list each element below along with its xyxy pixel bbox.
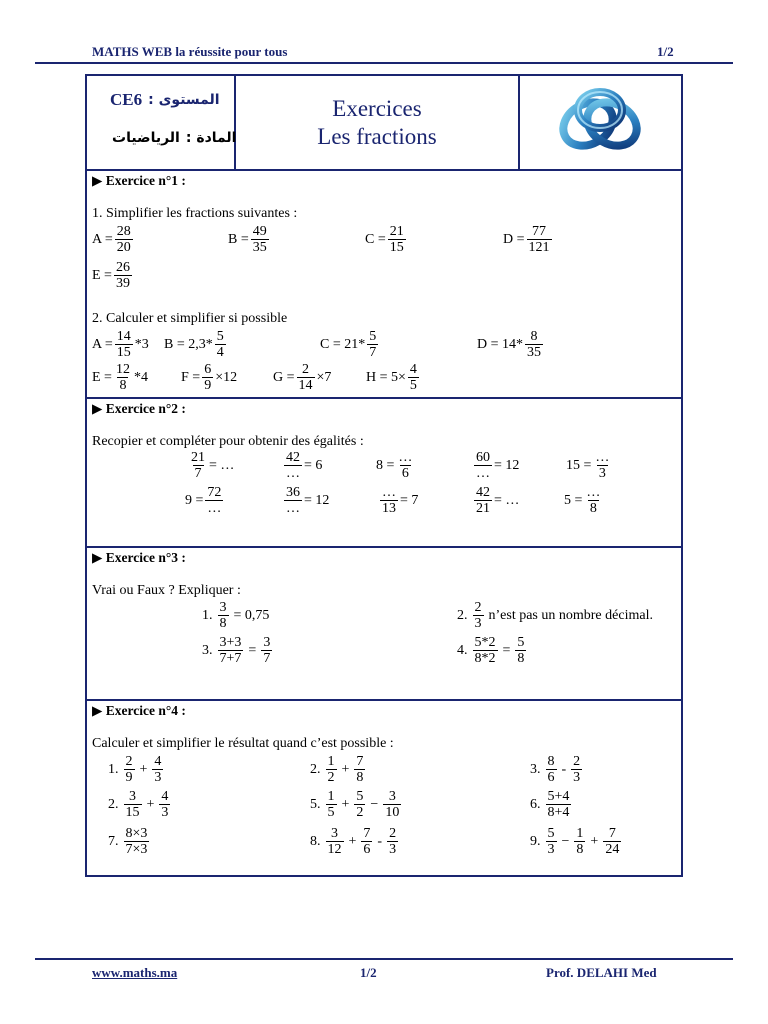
operator: − <box>561 833 570 849</box>
fraction: $\frac{4}{3}$ <box>161 789 169 820</box>
ex4-item-number: 6. <box>530 796 541 812</box>
ex3-intro: Vrai ou Faux ? Expliquer : <box>92 583 241 598</box>
ex2-r1-4: 60 … = 12 <box>476 450 520 481</box>
triangle-right-icon: ▶ <box>92 703 103 718</box>
title-line-2: Les fractions <box>317 124 437 149</box>
section-divider-4 <box>85 699 683 701</box>
ex1-calc-h: H = 5× $\frac{4}{5}$ <box>366 362 417 393</box>
section-divider-3 <box>85 546 683 548</box>
ex4-item-number: 9. <box>530 833 541 849</box>
ex1-calc-f: F = $\frac{6}{9}$ ×12 <box>181 362 238 393</box>
triangle-right-icon: ▶ <box>92 401 103 416</box>
ex4-item-number: 1. <box>108 761 119 777</box>
ex4-item-number: 8. <box>310 833 321 849</box>
fraction: $\frac{7}{24}$ <box>605 826 620 857</box>
footer-page: 1/2 <box>360 965 377 980</box>
operator: - <box>377 833 383 849</box>
ex2-r2-2: 36 … = 12 <box>286 485 330 516</box>
subject-value: الرياضيات <box>112 130 180 146</box>
ex1-calc-d: D = 14* 8 35 <box>477 329 542 360</box>
ex4-item-8 <box>310 826 400 857</box>
page-title <box>236 95 518 151</box>
header-rule <box>35 62 733 64</box>
ex3-title: ▶ Exercice n°3 : <box>92 550 186 565</box>
section-divider-1 <box>85 169 683 171</box>
fraction: $\frac{5}{2}$ <box>356 789 364 820</box>
ex4-item-5 <box>310 789 403 820</box>
operator: + <box>348 833 357 849</box>
ex2-title: ▶ Exercice n°2 : <box>92 401 186 416</box>
ex1-calc-e: E = $\frac{12}{8}$ *4 <box>92 362 148 393</box>
fraction: $\frac{1}{8}$ <box>576 826 584 857</box>
subject-line <box>112 130 236 146</box>
footer-link[interactable]: www.maths.ma <box>92 965 178 980</box>
ex4-item-number: 2. <box>310 761 321 777</box>
fraction: 5 3 <box>547 826 555 857</box>
ex4-item-number: 2. <box>108 796 119 812</box>
ex2-r2-5: 5 = … 8 <box>564 485 601 516</box>
fraction: 5+4 8+4 <box>547 789 570 820</box>
ex3-item-2: 2. 2 3 n’est pas un nombre décimal. <box>457 600 653 631</box>
operator: + <box>139 761 148 777</box>
fraction: 3 15 <box>125 789 140 820</box>
fraction: $\frac{7}{6}$ <box>363 826 371 857</box>
ex2-intro: Recopier et compléter pour obtenir des égalités : <box>92 434 364 449</box>
ex4-title: ▶ Exercice n°4 : <box>92 703 186 718</box>
fraction: 2 3 <box>389 826 397 857</box>
fraction: $\frac{3}{10}$ <box>385 789 400 820</box>
ex4-item-number: 5. <box>310 796 321 812</box>
ex2-r1-3: 8 = … 6 <box>376 450 413 481</box>
ex4-intro: Calculer et simplifier le résultat quand c’est possible : <box>92 736 394 751</box>
triangle-right-icon: ▶ <box>92 173 103 188</box>
knot-logo-icon <box>550 80 650 164</box>
ex4-item-6 <box>530 789 573 820</box>
ex2-r1-1: $\frac{21}{7}$ = … <box>191 450 235 481</box>
footer-author: Prof. DELAHI Med <box>546 965 657 980</box>
ex4-item-number: 7. <box>108 833 119 849</box>
ex2-r2-1: 9 = 72 … <box>185 485 222 516</box>
ex1-calc-g: G = $\frac{2}{14}$ ×7 <box>273 362 332 393</box>
fraction: $\frac{7}{8}$ <box>356 754 364 785</box>
level-line <box>110 90 220 110</box>
level-value: CE6 <box>110 90 143 109</box>
ex4-item-2 <box>310 754 367 785</box>
operator: - <box>561 761 567 777</box>
section-divider-2 <box>85 397 683 399</box>
operator: − <box>370 796 379 812</box>
ex2-r1-5: 15 = … 3 <box>566 450 610 481</box>
fraction: 3 12 <box>327 826 342 857</box>
ex1-item-b: B = $\frac{49}{35}$ <box>228 224 267 255</box>
fraction: 1 2 <box>327 754 335 785</box>
header-page: 1/2 <box>657 44 674 59</box>
subject-label: المادة : <box>185 130 237 146</box>
operator: + <box>146 796 155 812</box>
ex1-calc-a: A = $\frac{14}{15}$ *3 <box>92 329 149 360</box>
footer-rule <box>35 958 733 960</box>
ex1-item-d: D = $\frac{77}{121}$ <box>503 224 550 255</box>
ex4-item-9 <box>530 826 623 857</box>
ex4-item-7 <box>108 826 151 857</box>
ex2-r2-4: $\frac{42}{21}$ = … <box>476 485 520 516</box>
ex4-item-3 <box>530 754 584 785</box>
operator: + <box>590 833 599 849</box>
ex1-question-2: 2. Calculer et simplifier si possible <box>92 311 288 326</box>
ex1-item-c: C = $\frac{21}{15}$ <box>365 224 404 255</box>
ex4-item-4 <box>108 789 172 820</box>
fraction: $\frac{4}{3}$ <box>154 754 162 785</box>
title-line-1: Exercices <box>332 96 422 121</box>
ex3-item-1: 1. $\frac{3}{8}$ = 0,75 <box>202 600 270 631</box>
header-title: MATHS WEB la réussite pour tous <box>92 44 288 59</box>
fraction: 2 3 <box>573 754 581 785</box>
ex1-item-a: A = $\frac{28}{20}$ <box>92 224 131 255</box>
triangle-right-icon: ▶ <box>92 550 103 565</box>
ex1-title: ▶ Exercice n°1 : <box>92 173 186 188</box>
title-divider-right <box>518 74 520 170</box>
ex2-r1-2: 42 … = 6 <box>286 450 323 481</box>
ex2-r2-3: … 13 = 7 <box>382 485 419 516</box>
ex4-item-number: 3. <box>530 761 541 777</box>
fraction: 8×3 7×3 <box>125 826 148 857</box>
fraction: 8 6 <box>547 754 555 785</box>
ex3-item-3: 3. $\frac{3+3}{7+7}$ = $\frac{3}{7}$ <box>202 635 271 666</box>
ex1-item-e: E = $\frac{26}{39}$ <box>92 260 130 291</box>
fraction: 2 9 <box>125 754 133 785</box>
ex1-calc-c: C = 21* 5 7 <box>320 329 377 360</box>
ex3-item-4: 4. $\frac{5*2}{8*2}$ = $\frac{5}{8}$ <box>457 635 525 666</box>
ex1-calc-b: B = 2,3* 5 4 <box>164 329 224 360</box>
fraction: 1 5 <box>327 789 335 820</box>
level-label: المستوى : <box>148 92 220 108</box>
ex4-item-1 <box>108 754 165 785</box>
operator: + <box>341 796 350 812</box>
ex1-question-1: 1. Simplifier les fractions suivantes : <box>92 206 298 221</box>
operator: + <box>341 761 350 777</box>
